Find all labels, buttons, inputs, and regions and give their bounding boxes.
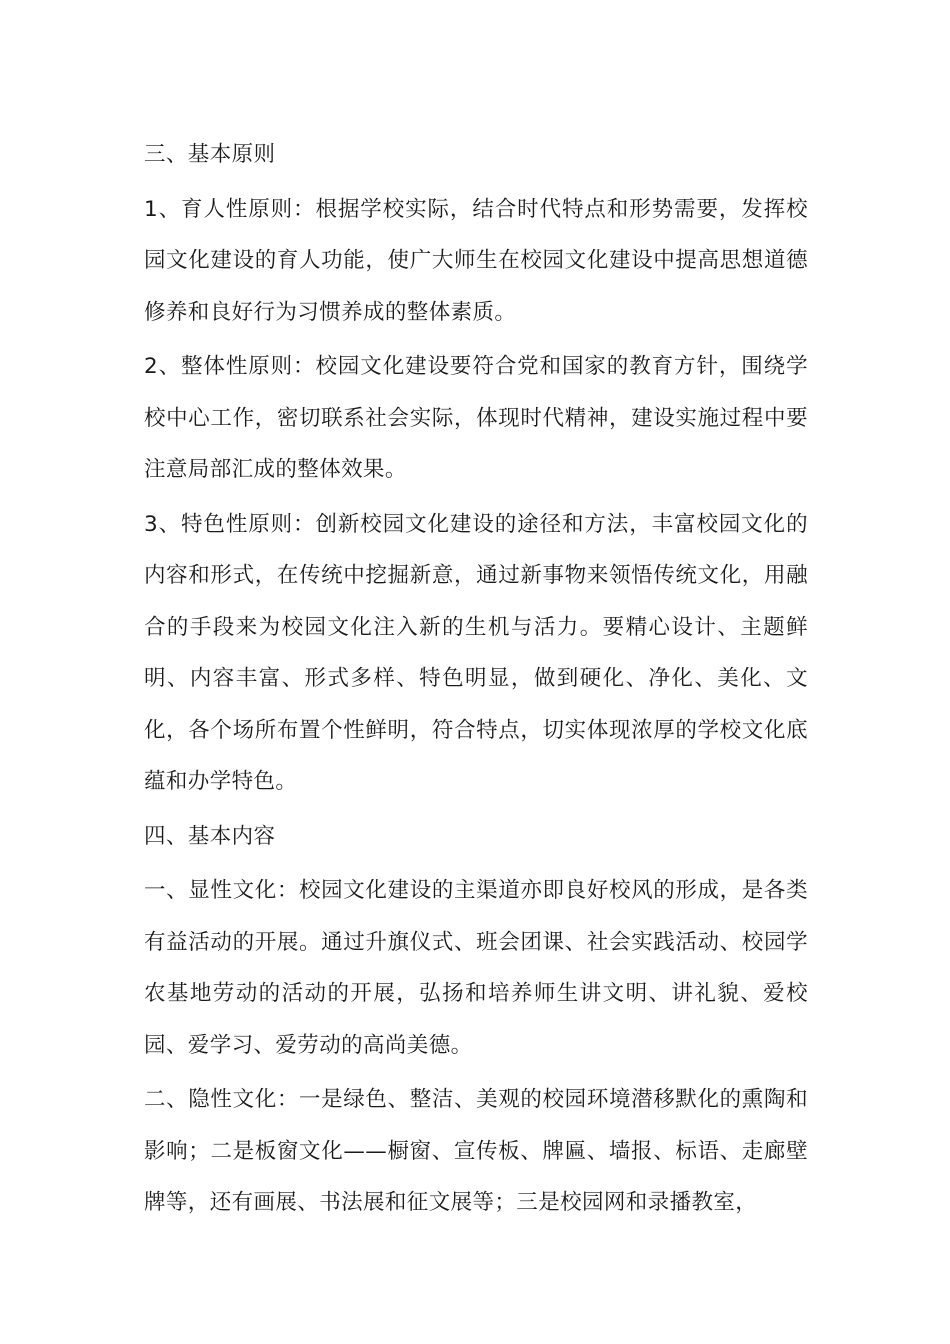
paragraph-educational-principle: 1、育人性原则：根据学校实际，结合时代特点和形势需要，发挥校园文化建设的育人功能，使广大师生在校园文化建设中提高思想道德修养和良好行为习惯养成的整体素质。	[144, 196, 808, 325]
section-heading-basic-content: 四、基本内容	[144, 823, 276, 849]
paragraph-characteristic-principle: 3、特色性原则：创新校园文化建设的途径和方法，丰富校园文化的内容和形式，在传统中挖掘新意，通过新事物来领悟传统文化，用融合的手段来为校园文化注入新的生机与活力。要精心设计、主题鲜明、内容丰富、形式多样、特色明显，做到硬化、净化、美化、文化，各个场所布置个性鲜明，符合特点，切实体现浓厚的学校文化底蕴和办学特色。	[144, 511, 808, 794]
document-body	[144, 129, 808, 1232]
paragraph-explicit-culture: 一、显性文化：校园文化建设的主渠道亦即良好校风的形成，是各类有益活动的开展。通过升旗仪式、班会团课、社会实践活动、校园学农基地劳动的活动的开展，弘扬和培养师生讲文明、讲礼貌、爱校园、爱学习、爱劳动的高尚美德。	[144, 878, 808, 1058]
section-heading-basic-principles: 三、基本原则	[144, 142, 276, 167]
paragraph-integrity-principle: 2、整体性原则：校园文化建设要符合党和国家的教育方针，围绕学校中心工作，密切联系社会实际，体现时代精神，建设实施过程中要注意局部汇成的整体效果。	[144, 354, 808, 482]
paragraph-implicit-culture: 二、隐性文化：一是绿色、整洁、美观的校园环境潜移默化的熏陶和影响；二是板窗文化——橱窗、宣传板、牌匾、墙报、标语、走廊壁牌等，还有画展、书法展和征文展等；三是校园网和录播教室，	[144, 1087, 808, 1215]
